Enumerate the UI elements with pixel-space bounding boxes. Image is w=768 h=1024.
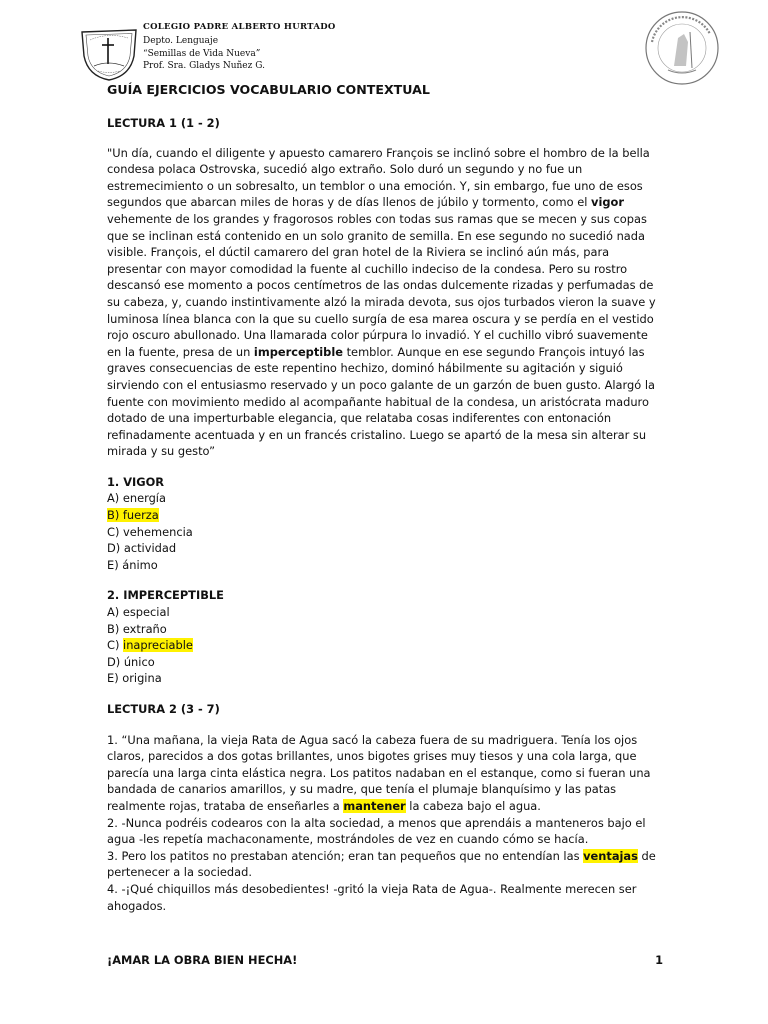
lectura-2-paragraph-2: 2. -Nunca podréis codearos con la alta sociedad, a menos que aprendáis a manteneros bajo el agua -les repetía machaconamente, mostrándoles de vez en cuando cómo se hacía. xyxy=(107,815,646,847)
question-1-option-e: E) ánimo xyxy=(107,557,158,572)
school-motto: “Semillas de Vida Nueva” xyxy=(143,48,261,59)
keyword-imperceptible: imperceptible xyxy=(253,344,343,359)
question-1-heading: 1. VIGOR xyxy=(107,474,165,489)
lectura-2-paragraph-4: 4. -¡Qué chiquillos más desobedientes! -gritó la vieja Rata de Agua-. Realmente merecen ser ahogados. xyxy=(107,881,637,913)
passage-text: vehemente de los grandes y fragorosos robles con todas sus ramas que se mecen y sus copas que se inclinan está contenido en un solo granito de semilla. En ese segundo no sucedió nada visible. François, el dúctil camarero del gran hotel de la Riviera se inclinó aún más, para presentar con mayor comodidad la fuente al cuchillo indeciso de la condesa. Pero su rostro descansó ese momento a pocos centímetros de las ondas dulcemente rizadas y perfumadas de su cabeza, y, cuando instintivamente alzó la mirada devota, sus ojos turbados vieron la suave y luminosa línea blanca con la que su cuello surgía de esa marea oscura y se perdía en el vestido rojo oscuro abullonado. Una llamarada color púrpura lo invadió. Y el cuchillo vibró suavemente en la fuente, presa de un xyxy=(107,211,656,359)
question-2-option-b: B) extraño xyxy=(107,621,167,636)
question-2-heading: 2. IMPERCEPTIBLE xyxy=(107,588,224,603)
question-2-option-d: D) único xyxy=(107,654,155,669)
keyword-vigor: vigor xyxy=(591,195,624,210)
keyword-mantener: mantener xyxy=(343,798,406,813)
question-2-option-a: A) especial xyxy=(107,605,170,620)
school-header xyxy=(143,22,336,73)
guide-content xyxy=(107,81,663,914)
passage-text: temblor. Aunque en ese segundo François intuyó las graves consecuencias de este repentino hechizo, dominó hábilmente su agitación y siguió sirviendo con el entusiasmo reservado y un poco galante de un garzón de buen gusto. Alargó la fuente con movimiento medido al acompañante habitual de la condesa, un aristócrata maduro dotado de una imperturbable elegancia, que relataba cosas indiferentes con entonación refinadamente acentuada y en un francés cristalino. Luego se apartó de la mesa sin alterar su mirada y su gesto” xyxy=(107,344,655,459)
question-2-option-c-highlighted: inapreciable xyxy=(123,638,193,653)
question-1-option-b-highlighted: B) fuerza xyxy=(107,508,159,523)
school-name: COLEGIO PADRE ALBERTO HURTADO xyxy=(143,22,336,32)
teacher-name: Prof. Sra. Gladys Nuñez G. xyxy=(143,61,265,71)
footer-slogan: ¡AMAR LA OBRA BIEN HECHA! xyxy=(107,953,298,967)
lectura-1-passage xyxy=(107,145,663,460)
lectura-2-paragraph-3: 3. Pero los patitos no prestaban atención; eran tan pequeños que no entendían las ventajas de pertenecer a la sociedad. xyxy=(107,848,656,880)
lectura-2-heading: LECTURA 2 (3 - 7) xyxy=(107,702,220,716)
lectura-1-heading: LECTURA 1 (1 - 2) xyxy=(107,116,220,130)
passage-text: "Un día, cuando el diligente y apuesto camarero François se inclinó sobre el hombro de la bella condesa polaca Ostrovska, sucedió algo extraño. Solo duró un segundo y no fue un estremecimiento o un sobresalto, un temblor o una emoción. Y, sin embargo, fue uno de esos segundos que abarcan miles de horas y de días llenos de júbilo y tormento, como el xyxy=(107,145,650,210)
question-2-option-e: E) origina xyxy=(107,671,162,686)
question-1-option-a: A) energía xyxy=(107,491,166,506)
department-name: Depto. Lenguaje xyxy=(143,36,219,46)
keyword-ventajas: ventajas xyxy=(583,848,638,863)
school-seal-logo xyxy=(78,26,140,82)
department-round-logo xyxy=(640,8,724,88)
question-1-option-c: C) vehemencia xyxy=(107,524,193,539)
question-1-option-d: D) actividad xyxy=(107,541,177,556)
page-footer xyxy=(107,953,663,967)
lectura-2-paragraph-1: 1. “Una mañana, la vieja Rata de Agua sacó la cabeza fuera de su madriguera. Tenía los ojos claros, parecidos a dos gotas brillantes, unos bigotes grises muy tiesos y una cola larga, que parecía una larga cinta elástica negra. Los patitos nadaban en el estanque, como si fueran una bandada de canarios amarillos, y su madre, que tenía el plumaje blanquísimo y las patas realmente rojas, trataba de enseñarles a mantener la cabeza bajo el agua. xyxy=(107,732,651,813)
question-2-option-c: C) inapreciable xyxy=(107,638,193,653)
page-title: GUÍA EJERCICIOS VOCABULARIO CONTEXTUAL xyxy=(107,82,430,97)
page-number: 1 xyxy=(655,953,663,967)
